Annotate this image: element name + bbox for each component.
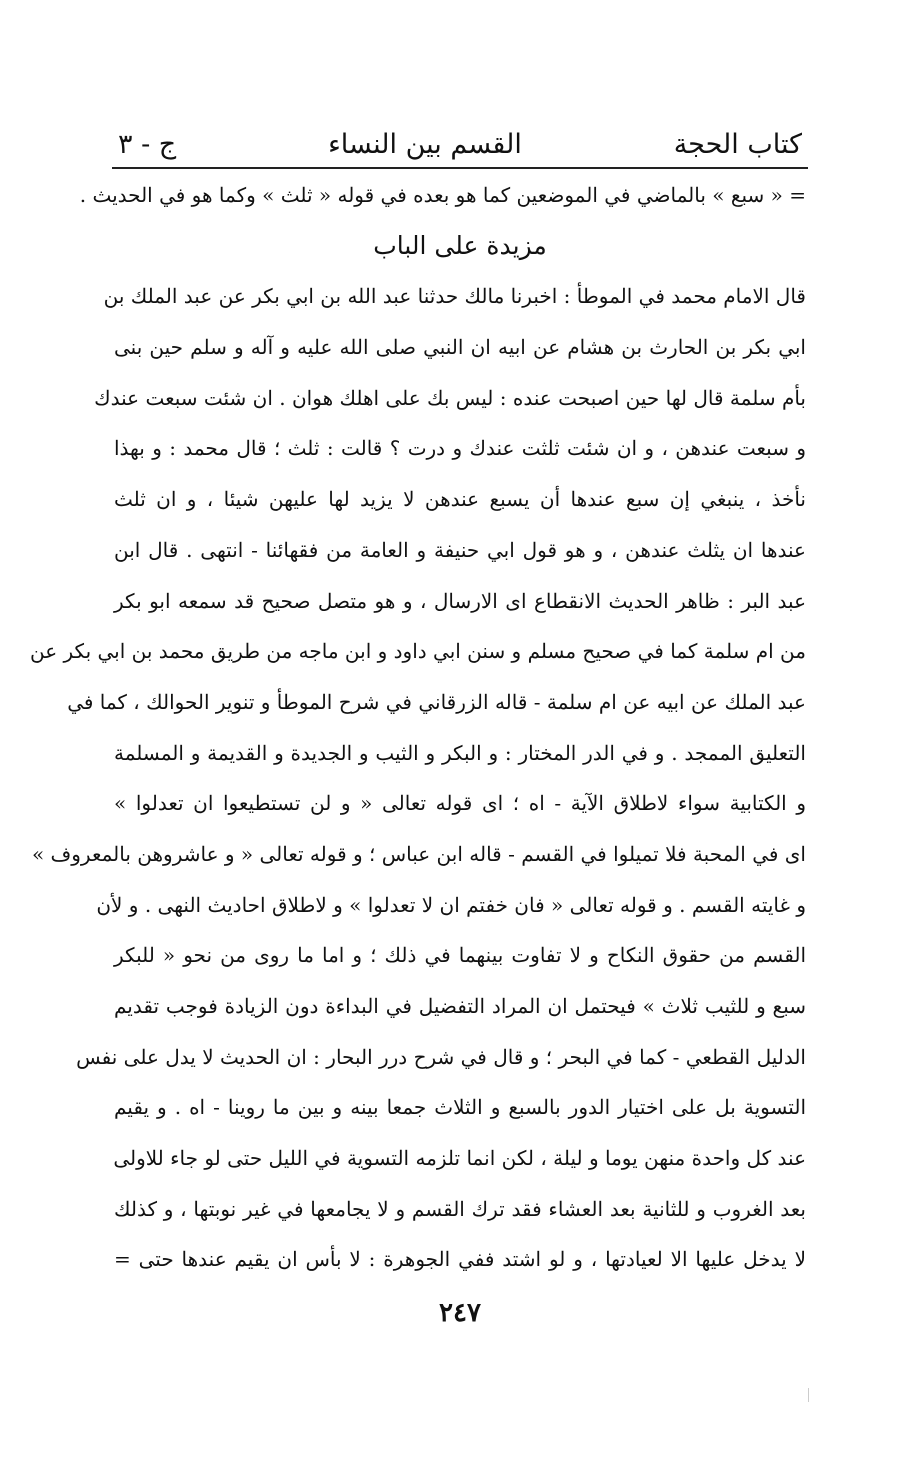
- chapter-title: القسم بين النساء: [328, 129, 522, 160]
- margin-mark: [808, 1388, 809, 1402]
- page-number: ٢٤٧: [439, 1298, 481, 1328]
- text-line: القسم من حقوق النكاح و لا تفاوت بينهما في ذلك ؛ و اما ما روى من نحو « للبكر: [114, 943, 806, 968]
- text-line: لا يدخل عليها الا لعيادتها ، و لو اشتد ففي الجوهرة : لا بأس ان يقيم عندها حتى =: [114, 1247, 806, 1272]
- text-line: و الكتابية سواء لاطلاق الآية - اه ؛ اى قوله تعالى « و لن تستطيعوا ان تعدلوا »: [114, 791, 806, 816]
- text-line: عبد البر : ظاهر الحديث الانقطاع اى الارسال ، و هو متصل صحيح قد سمعه ابو بكر: [114, 588, 806, 613]
- text-line: التسوية بل على اختيار الدور بالسبع و الثلاث جمعا بينه و بين ما روينا - اه ‎. و يقيم: [114, 1095, 806, 1120]
- text-line: ابي بكر بن الحارث بن هشام عن ابيه ان النبي صلى الله عليه و آله و سلم حين بنى: [114, 335, 806, 360]
- text-line: بعد الغروب و للثانية بعد العشاء فقد ترك القسم و لا يجامعها في غير نوبتها ، و كذلك: [114, 1196, 806, 1221]
- running-header: [118, 100, 802, 160]
- text-line: قال الامام محمد في الموطأ : اخبرنا مالك حدثنا عبد الله بن ابي بكر عن عبد الملك بن: [103, 284, 806, 309]
- text-line: نأخذ ، ينبغي إن سبع عندها أن يسبع عندهن لا يزيد لها عليهن شيئا ، و ان ثلث: [114, 487, 806, 512]
- text-line: من ام سلمة كما في صحيح مسلم و سنن ابي داود و ابن ماجه من طريق محمد بن ابي بكر عن: [29, 639, 806, 664]
- text-line: بأم سلمة قال لها حين اصبحت عنده : ليس بك على اهلك هوان . ان شئت سبعت عندك: [94, 385, 806, 410]
- text-line: عبد الملك عن ابيه عن ام سلمة - قاله الزرقاني في شرح الموطأ و تنوير الحوالك ، كما في: [67, 689, 806, 714]
- section-heading: مزيدة على الباب: [373, 230, 547, 260]
- text-line: الدليل القطعي - كما في البحر ؛ و قال في شرح درر البحار : ان الحديث لا يدل على نفس: [76, 1044, 806, 1069]
- volume-number: ج - ٣: [118, 129, 177, 160]
- text-line: عند كل واحدة منهن يوما و ليلة ، لكن انما تلزمه التسوية في الليل حتى لو جاء للاولى: [113, 1146, 806, 1171]
- text-line: و سبعت عندهن ، و ان شئت ثلثت عندك و درت ؟ قالت : ثلث ؛ قال محمد : و بهذا: [114, 436, 806, 461]
- text-line: و غايته القسم . و قوله تعالى « فان خفتم ان لا تعدلوا » و لاطلاق احاديث النهى . و لأن: [96, 892, 806, 917]
- text-line: اى في المحبة فلا تميلوا في القسم - قاله ابن عباس ؛ و قوله تعالى « و عاشروهن بالمعروف »: [31, 841, 806, 866]
- text-line: = « سبع » بالماضي في الموضعين كما هو بعده في قوله « ثلث » وكما هو في الحديث ‎.: [79, 183, 806, 207]
- text-line: التعليق الممجد ‎. و في الدر المختار : و البكر و الثيب و الجديدة و القديمة و المسلمة: [114, 740, 806, 765]
- body-text: [29, 170, 806, 1285]
- header-rule: [112, 167, 808, 169]
- book-title: كتاب الحجة: [673, 129, 802, 160]
- text-line: سبع و للثيب ثلاث » فيحتمل ان المراد التفضيل في البداءة دون الزيادة فوجب تقديم: [114, 994, 806, 1018]
- text-line: عندها ان يثلث عندهن ، و هو قول ابي حنيفة و العامة من فقهائنا - انتهى ‎. قال ابن: [114, 537, 806, 562]
